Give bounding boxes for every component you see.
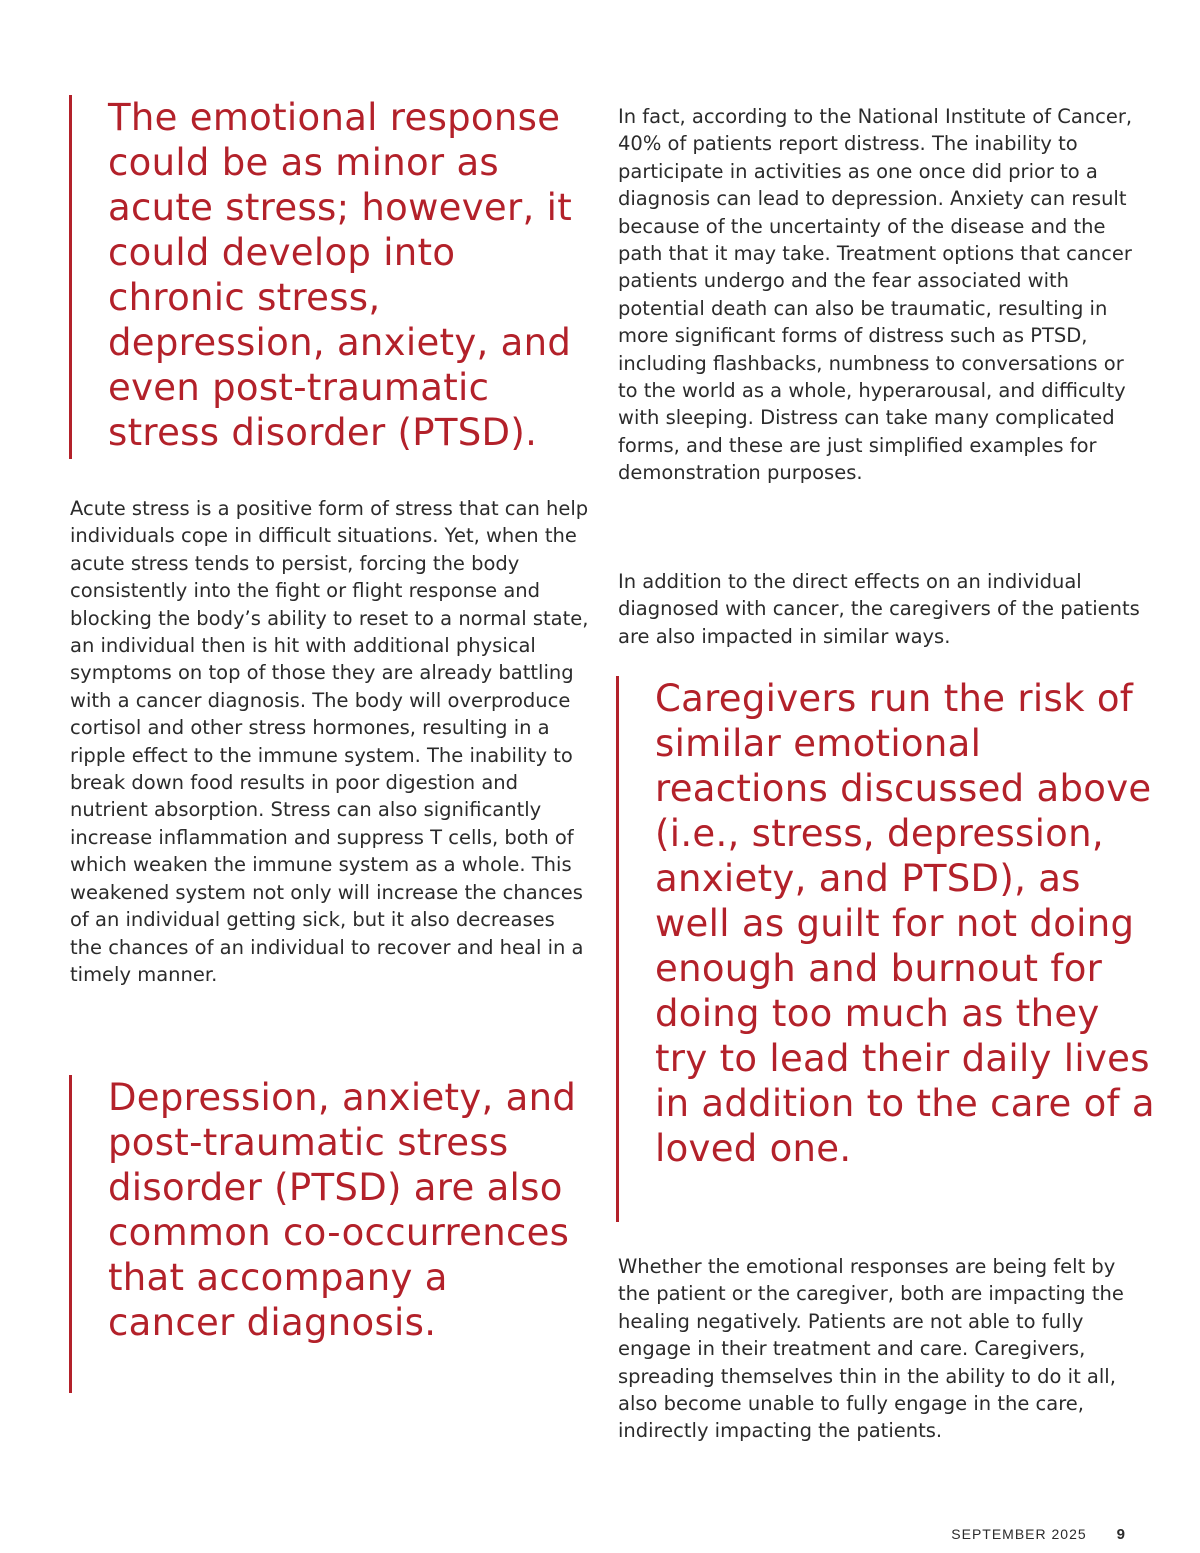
page-footer: [951, 1526, 1125, 1543]
pull-quote-text: The emotional response could be as minor as acute stress; however, it could develop into chronic stress, depression, anxiety, and even post-traumatic stress disorder (PTSD).: [108, 96, 573, 454]
page-number: 9: [1116, 1526, 1125, 1543]
pull-quote-emotional-response: [69, 95, 579, 459]
pull-quote-text: Caregivers run the risk of similar emotional reactions discussed above (i.e., stress, depression, anxiety, and PTSD), as well as guilt for not doing enough and burnout for doing too much as they try to lead their daily lives in addition to the care of a loved one.: [655, 677, 1155, 1170]
issue-date: SEPTEMBER 2025: [951, 1526, 1087, 1542]
pull-quote-text: Depression, anxiety, and post-traumatic stress disorder (PTSD) are also common co-occurrences that accompany a cancer diagnosis.: [108, 1076, 577, 1344]
pull-quote-caregivers: [616, 676, 1156, 1222]
paragraph-acute-stress: Acute stress is a positive form of stress that can help individuals cope in difficult situations. Yet, when the acute stress tends to persist, forcing the body consistently into the fight or flight response and blocking the body’s ability to reset to a normal state, an individual then is hit with additional physical symptoms on top of those they are already battling with a cancer diagnosis. The body will overproduce cortisol and other stress hormones, resulting in a ripple effect to the immune system. The inability to break down food results in poor digestion and nutrient absorption. Stress can also significantly increase inflammation and suppress T cells, both of which weaken the immune system as a whole. This weakened system not only will increase the chances of an individual getting sick, but it also decreases the chances of an individual to recover and heal in a timely manner.: [70, 497, 589, 986]
pull-quote-depression-anxiety: [69, 1075, 579, 1393]
paragraph-national-institute: In fact, according to the National Institute of Cancer, 40% of patients report distress. The inability to participate in activities as one once did prior to a diagnosis can lead to depression. Anxiety can result because of the uncertainty of the disease and the path that it may take. Treatment options that cancer patients undergo and the fear associated with potential death can also be traumatic, resulting in more significant forms of distress such as PTSD, including flashbacks, numbness to conversations or to the world as a whole, hyperarousal, and difficulty with sleeping. Distress can take many complicated forms, and these are just simplified examples for demonstration purposes.: [618, 105, 1133, 485]
paragraph-caregivers-impact: In addition to the direct effects on an individual diagnosed with cancer, the caregivers of the patients are also impacted in similar ways.: [618, 570, 1140, 648]
paragraph-healing-impact: Whether the emotional responses are being felt by the patient or the caregiver, both are impacting the healing negatively. Patients are not able to fully engage in their treatment and care. Caregivers, spreading themselves thin in the ability to do it all, also become unable to fully engage in the care, indirectly impacting the patients.: [618, 1255, 1124, 1443]
